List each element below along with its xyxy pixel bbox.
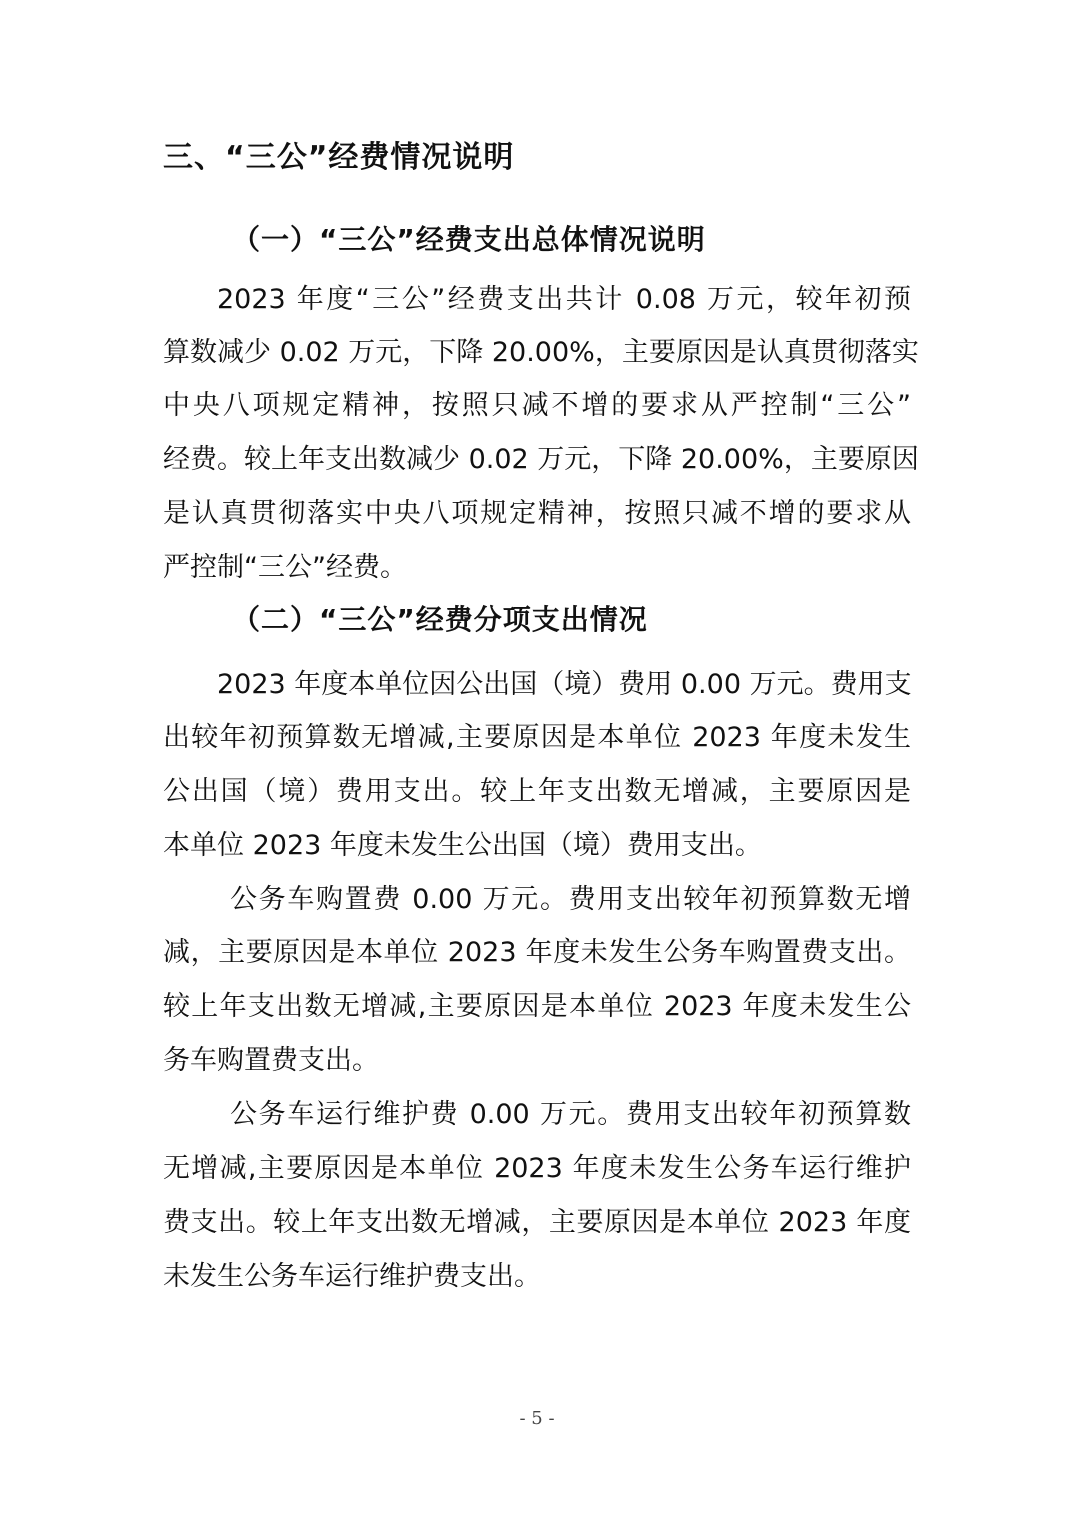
text-line: 2023 年度本单位因公出国（境）费用 0.00 万元。费用支: [217, 669, 912, 700]
text-line: 算数减少 0.02 万元，下降 20.00%，主要原因是认真贯彻落实: [163, 337, 919, 368]
text-line: 减，主要原因是本单位 2023 年度未发生公务车购置费支出。: [163, 937, 911, 968]
text-line: 严控制“三公”经费。: [163, 552, 407, 583]
section-heading: 三、“三公”经费情况说明: [163, 140, 515, 175]
text-line: 务车购置费支出。: [163, 1045, 379, 1076]
text-line: 无增减,主要原因是本单位 2023 年度未发生公务车运行维护: [163, 1153, 911, 1184]
subsection-title-itemized: （二）“三公”经费分项支出情况: [232, 603, 648, 636]
text-line: 经费。较上年支出数减少 0.02 万元，下降 20.00%，主要原因: [163, 444, 919, 475]
text-line: 较上年支出数无增减,主要原因是本单位 2023 年度未发生公: [163, 991, 911, 1022]
text-line: 是认真贯彻落实中央八项规定精神，按照只减不增的要求从: [163, 498, 911, 529]
text-line: 中央八项规定精神，按照只减不增的要求从严控制“三公”: [163, 390, 911, 421]
text-line: 2023 年度“三公”经费支出共计 0.08 万元，较年初预: [217, 284, 911, 315]
text-line: 本单位 2023 年度未发生公出国（境）费用支出。: [163, 830, 762, 861]
text-line: 公出国（境）费用支出。较上年支出数无增减，主要原因是: [163, 776, 911, 807]
text-line: 公务车运行维护费 0.00 万元。费用支出较年初预算数: [230, 1099, 911, 1130]
text-line: 费支出。较上年支出数无增减，主要原因是本单位 2023 年度: [163, 1207, 911, 1238]
page-number: - 5 -: [519, 1408, 555, 1429]
subsection-title-overall: （一）“三公”经费支出总体情况说明: [232, 223, 706, 256]
text-line: 出较年初预算数无增减,主要原因是本单位 2023 年度未发生: [163, 722, 911, 753]
text-line: 公务车购置费 0.00 万元。费用支出较年初预算数无增: [230, 884, 911, 915]
text-line: 未发生公务车运行维护费支出。: [163, 1261, 541, 1292]
